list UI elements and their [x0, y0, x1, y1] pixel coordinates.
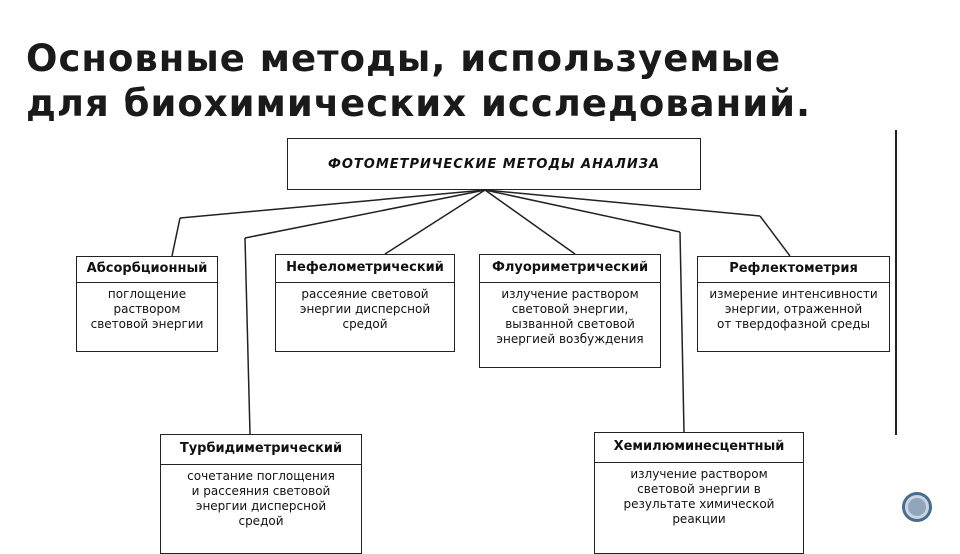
- page-edge-rule: [895, 130, 897, 435]
- connector-turbidimetric-drop: [245, 238, 250, 434]
- node-chemiluminescent: [594, 432, 804, 554]
- slide-title-line-1: Основные методы, используемые: [26, 37, 782, 80]
- node-nephelometric: [275, 254, 455, 352]
- connector-reflectometry-drop: [760, 216, 790, 256]
- node-absorption-body: поглощение раствором световой энергии: [90, 287, 204, 331]
- node-turbidimetric-body: сочетание поглощения и рассеяния световой энергии дисперсной средой: [187, 469, 335, 528]
- node-nephelometric-body: рассеяние световой энергии дисперсной средой: [299, 287, 431, 331]
- node-turbidimetric: [160, 434, 362, 554]
- slide-nav-circle-inner: [908, 498, 926, 516]
- connector-absorption: [180, 190, 485, 218]
- node-reflectometry-title: Рефлектометрия: [698, 257, 889, 283]
- node-reflectometry-body: измерение интенсивности энергии, отраженной от твердофазной среды: [709, 287, 878, 331]
- node-reflectometry: [697, 256, 890, 352]
- connector-reflectometry: [485, 190, 760, 216]
- connector-chemiluminescent-drop: [680, 232, 684, 432]
- node-absorption: [76, 256, 218, 352]
- connector-turbidimetric: [245, 190, 485, 238]
- node-fluorimetric-body: излучение раствором световой энергии, вызванной световой энергией возбуждения: [496, 287, 644, 346]
- connector-absorption-drop: [172, 218, 180, 256]
- node-turbidimetric-title: Турбидиметрический: [161, 435, 361, 465]
- node-chemiluminescent-body: излучение раствором световой энергии в результате химической реакции: [623, 467, 775, 526]
- diagram-root-box: ФОТОМЕТРИЧЕСКИЕ МЕТОДЫ АНАЛИЗА: [287, 138, 701, 190]
- node-nephelometric-title: Нефелометрический: [276, 255, 454, 283]
- node-fluorimetric-title: Флуориметрический: [480, 255, 660, 283]
- node-fluorimetric: [479, 254, 661, 368]
- node-absorption-title: Абсорбционный: [77, 257, 217, 283]
- slide-nav-circle-icon[interactable]: [902, 492, 932, 522]
- slide-title-line-2: для биохимических исследований.: [26, 82, 812, 125]
- node-chemiluminescent-title: Хемилюминесцентный: [595, 433, 803, 463]
